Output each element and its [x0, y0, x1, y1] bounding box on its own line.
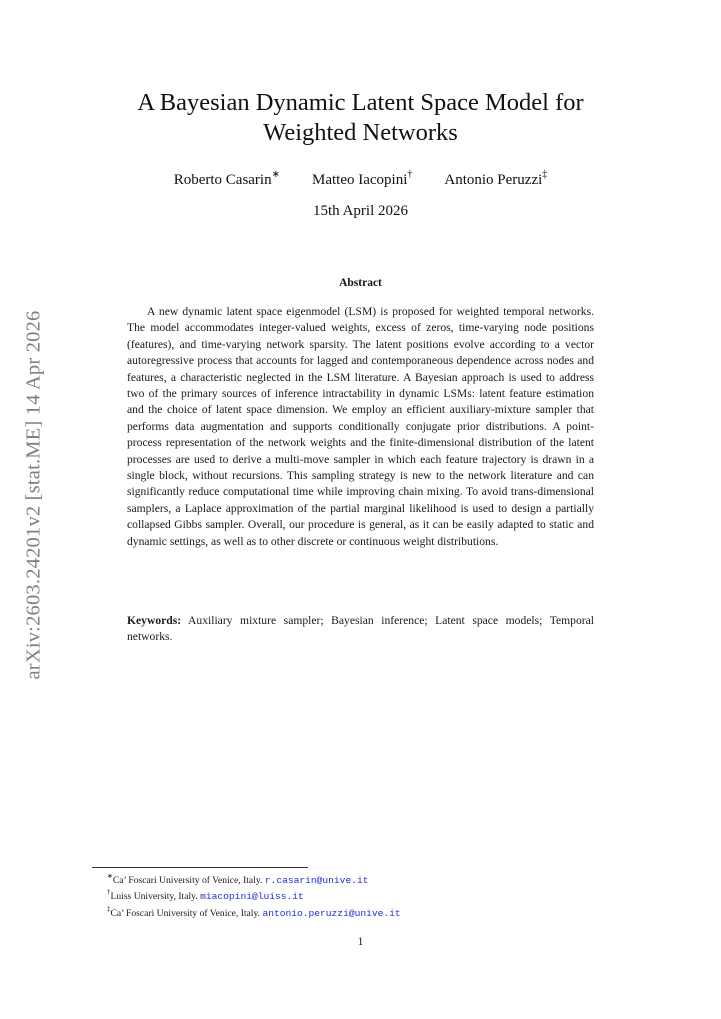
title-line-2: Weighted Networks: [263, 119, 458, 146]
email-link-peruzzi[interactable]: antonio.peruzzi@unive.it: [262, 908, 401, 920]
keywords-label: Keywords:: [127, 614, 182, 627]
paper-title: [0, 88, 721, 148]
email-link-iacopini[interactable]: miacopini@luiss.it: [200, 891, 304, 903]
keywords-text: Auxiliary mixture sampler; Bayesian inference; Latent space models; Temporal networks.: [127, 614, 594, 644]
arxiv-identifier: arXiv:2603.24201v2 [stat.ME] 14 Apr 2026: [22, 310, 45, 680]
author-peruzzi: Antonio Peruzzi‡: [444, 169, 548, 188]
keywords: [127, 613, 594, 646]
footnote-casarin: ∗Ca’ Foscari University of Venice, Italy. r.casarin@unive.it: [107, 872, 369, 887]
title-line-1: A Bayesian Dynamic Latent Space Model for: [137, 89, 584, 116]
footnote-peruzzi: ‡Ca’ Foscari University of Venice, Italy. antonio.peruzzi@unive.it: [107, 904, 401, 920]
author-iacopini: Matteo Iacopini†: [312, 169, 413, 188]
abstract-text: A new dynamic latent space eigenmodel (LSM) is proposed for weighted temporal networks. The model accommodates integer-valued weights, excess of zeros, time-varying node positions (features), and time-varying network sparsity. The latent positions evolve according to a vector autoregressive process that accounts for lagged and contemporaneous dependence across nodes and features, a characteristic neglected in the LSM literature. A Bayesian approach is used to address two of the primary sources of inference intractability in dynamic LSMs: latent feature estimation and the choice of latent space dimension. We employ an efficient auxiliary-mixture sampler that performs data augmentation and supports conditionally conjugate prior distributions. A point-process representation of the network weights and the finite-dimensional distribution of the latent processes are used to derive a multi-move sampler in which each feature trajectory is drawn in a single block, without recursions. This sampling strategy is new to the network literature and can significantly reduce computational time while improving chain mixing. To avoid trans-dimensional samplers, a Laplace approximation of the partial marginal likelihood is used to design a partially collapsed Gibbs sampler. Overall, our procedure is general, as it can be easily adapted to static and dynamic settings, as well as to other discrete or continuous weight distributions.: [127, 305, 594, 548]
paper-date: 15th April 2026: [312, 203, 408, 219]
abstract-heading: Abstract: [339, 277, 382, 289]
footnote-iacopini: †Luiss University, Italy. miacopini@luiss.it: [107, 888, 304, 903]
page-number: 1: [357, 935, 364, 948]
footnotes: [107, 871, 401, 920]
email-link-casarin[interactable]: r.casarin@unive.it: [264, 875, 369, 887]
author-list: [0, 170, 721, 189]
author-casarin: Roberto Casarin∗: [173, 169, 280, 188]
footnote-divider: [92, 867, 308, 868]
